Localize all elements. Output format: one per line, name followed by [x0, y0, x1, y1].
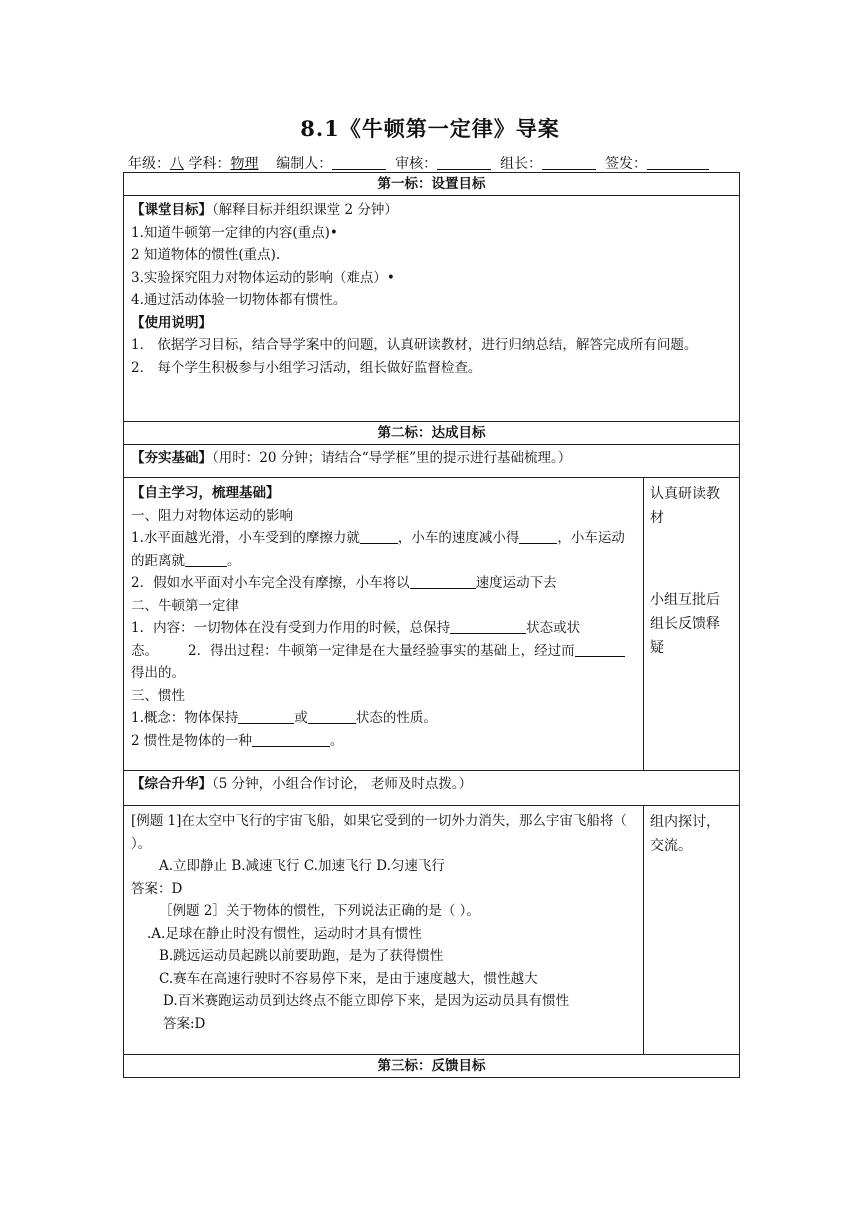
- upgrade-cell: [124, 771, 740, 806]
- section2-header: 第二标：达成目标: [124, 422, 740, 445]
- section1-body: [124, 196, 740, 422]
- usage-item: 1． 依据学习目标，结合导学案中的问题，认真研读教材，进行归纳总结，解答完成所有问题。: [131, 337, 698, 353]
- side-note-review: 小组互批后组长反馈释疑: [650, 592, 720, 656]
- reviewer-label: 审核：: [395, 156, 438, 172]
- guide-table: [123, 172, 740, 1078]
- basis-note: （用时：20 分钟；请结合“导学框”里的提示进行基础梳理。）: [212, 450, 572, 466]
- example-2-option: .A.足球在静止时没有惯性，运动时才具有惯性: [147, 925, 422, 942]
- answer-blank[interactable]: [410, 574, 476, 589]
- usage-item: 2． 每个学生积极参与小组学习活动，组长做好监督检查。: [131, 359, 482, 376]
- self-study-title: 【自主学习，梳理基础】: [131, 485, 280, 501]
- upgrade-title: 【综合升华】: [131, 776, 212, 792]
- grade-value: 八: [170, 156, 184, 172]
- section3-header: 第三标：反馈目标: [124, 1055, 740, 1078]
- answer-blank[interactable]: [252, 732, 330, 747]
- basis-title: 【夯实基础】: [131, 450, 212, 466]
- heading-resistance: 一、阻力对物体运动的影响: [131, 507, 293, 524]
- examples-cell: [124, 806, 644, 1055]
- question-3: 1．内容：一切物体在没有受到力作用的时候，总保持 状态或状态。 2．得出过程：牛顿第一定律是在大量经验事实的基础上，经过而得出的。: [131, 617, 636, 685]
- self-study-row: [124, 478, 740, 771]
- side-note-read: 认真研读教材: [650, 486, 720, 526]
- answer-blank[interactable]: [308, 709, 356, 724]
- goal-item: 4.通过活动体验一切物体都有惯性。: [131, 292, 347, 308]
- answer-blank[interactable]: [575, 642, 625, 657]
- examples-side: [644, 806, 740, 1055]
- section1-body-row: [124, 196, 740, 422]
- section2-header-row: [124, 422, 740, 445]
- editor-blank[interactable]: [332, 155, 386, 170]
- basis-row: [124, 445, 740, 478]
- question-2: 2．假如水平面对小车完全没有摩擦，小车将以 速度运动下去: [131, 575, 557, 591]
- upgrade-row: [124, 771, 740, 806]
- usage-title: 【使用说明】: [131, 314, 212, 331]
- goal-item: 3.实验探究阻力对物体运动的影响（难点）•: [131, 269, 395, 286]
- answer-blank[interactable]: [238, 709, 294, 724]
- example-2-answer: 答案:D: [163, 1015, 206, 1032]
- editor-label: 编制人：: [276, 156, 333, 172]
- leader-label: 组长：: [500, 156, 543, 172]
- signer-blank[interactable]: [647, 155, 709, 170]
- example-2-option: C.赛车在高速行驶时不容易停下来，是由于速度越大，惯性越大: [159, 970, 538, 987]
- answer-blank[interactable]: [450, 619, 526, 634]
- example-2-option: D.百米赛跑运动员到达终点不能立即停下来，是因为运动员具有惯性: [163, 993, 570, 1009]
- document-title: 8.1《牛顿第一定律》导案: [300, 116, 560, 141]
- answer-blank[interactable]: [519, 529, 557, 544]
- basis-cell: [124, 445, 740, 478]
- examples-row: [124, 806, 740, 1055]
- meta-line: [128, 153, 709, 173]
- leader-blank[interactable]: [542, 155, 596, 170]
- question-5: 2 惯性是物体的一种 。: [131, 732, 344, 749]
- upgrade-note: （5 分钟，小组合作讨论， 老师及时点拨。）: [212, 776, 473, 792]
- example-1-options: A.立即静止 B.减速飞行 C.加速飞行 D.匀速飞行: [159, 858, 445, 874]
- goals-title: 【课堂目标】: [131, 202, 212, 218]
- heading-newton-law: 二、牛顿第一定律: [131, 597, 239, 614]
- self-study-side: [644, 478, 740, 771]
- question-1: 1.水平面越光滑，小车受到的摩擦力就 ，小车的速度减小得 ，小车运动的距离就 。: [131, 530, 625, 569]
- signer-label: 签发：: [604, 156, 647, 172]
- section1-header: 第一标：设置目标: [124, 173, 740, 196]
- answer-blank[interactable]: [360, 529, 398, 544]
- side-note-discuss: 组内探讨，交流。: [650, 814, 720, 854]
- subject-value: 物理: [230, 156, 259, 172]
- goals-note: （解释目标并组织课堂 2 分钟）: [212, 202, 398, 218]
- section3-header-row: [124, 1055, 740, 1078]
- self-study-cell: [124, 478, 644, 771]
- goal-item: 2 知道物体的惯性(重点).: [131, 247, 281, 263]
- goal-item: 1.知道牛顿第一定律的内容(重点)•: [131, 224, 338, 241]
- section1-header-row: [124, 173, 740, 196]
- answer-blank[interactable]: [185, 552, 227, 567]
- subject-label: 学科：: [188, 156, 231, 172]
- example-2-option: B.跳远运动员起跳以前要助跑，是为了获得惯性: [159, 948, 444, 964]
- grade-label: 年级：: [128, 156, 170, 172]
- heading-inertia: 三、惯性: [131, 687, 185, 704]
- example-1-answer: 答案：D: [131, 880, 183, 897]
- example-1-question: [例题 1]在太空中飞行的宇宙飞船，如果它受到的一切外力消失，那么宇宙飞船将（ ）。: [131, 813, 627, 852]
- example-2-question: ［例题 2］关于物体的惯性，下列说法正确的是（ ）。: [159, 903, 480, 919]
- reviewer-blank[interactable]: [437, 155, 491, 170]
- question-4: 1.概念：物体保持 或 状态的性质。: [131, 710, 437, 726]
